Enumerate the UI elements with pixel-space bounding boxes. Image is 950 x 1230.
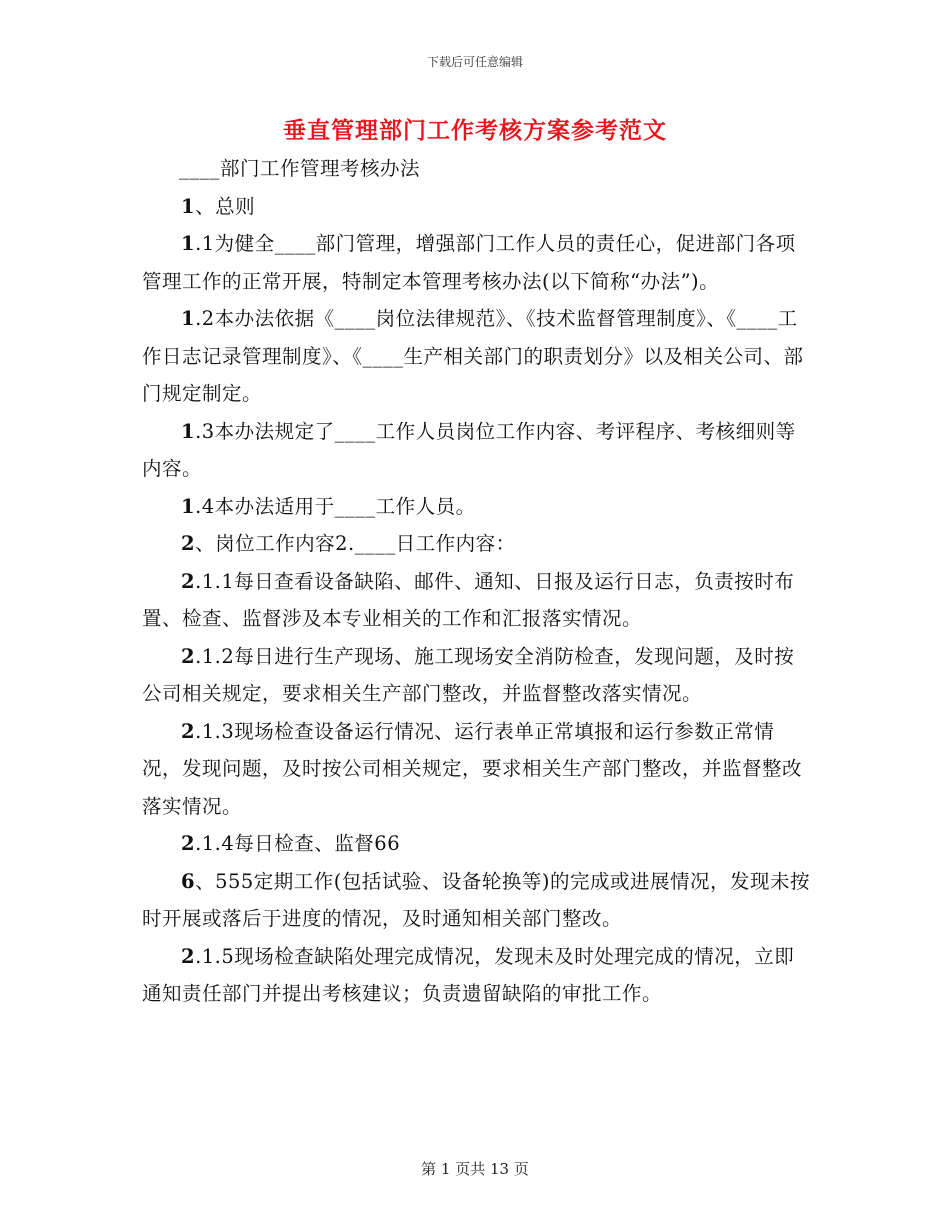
section-number: 2 [181,644,196,668]
paragraph [142,188,814,226]
paragraph [142,638,814,713]
section-number: 2 [181,832,196,855]
paragraph [142,300,814,413]
paragraph-text: 、555定期工作(包括试验、设备轮换等)的完成或进展情况，发现未按时开展或落后于进度的情况，及时通知相关部门整改。 [142,869,811,930]
paragraph-text: .1.5现场检查缺陷处理完成情况，发现未及时处理完成的情况，立即通知责任部门并提出考核建议；负责遗留缺陷的审批工作。 [142,944,795,1005]
paragraph [142,225,814,300]
paragraph-text: 、总则 [195,194,256,218]
paragraph-text: 、岗位工作内容2.____日工作内容： [195,532,516,555]
paragraph-text: .3本办法规定了____工作人员岗位工作内容、考评程序、考核细则等内容。 [142,419,796,480]
paragraph [142,713,814,826]
section-number: 1 [181,307,196,330]
page-header-note: 下载后可任意编辑 [426,55,523,69]
paragraph-text: .1.1每日查看设备缺陷、邮件、通知、日报及运行日志，负责按时布置、检查、监督涉及本专业相关的工作和汇报落实情况。 [142,569,795,630]
paragraph [142,938,814,1013]
paragraph-text: ____部门工作管理考核办法 [179,157,421,180]
page-number-footer: 第 1 页共 13 页 [421,1160,529,1178]
paragraph [142,150,814,188]
paragraph [142,413,814,488]
document-title: 垂直管理部门工作考核方案参考范文 [283,117,667,144]
paragraph-text: .4本办法适用于____工作人员。 [195,494,476,518]
section-number: 2 [181,944,196,968]
paragraph [142,825,814,863]
paragraph-text: .1为健全____部门管理，增强部门工作人员的责任心，促进部门各项管理工作的正常开展，特制定本管理考核办法(以下简称“办法”)。 [142,232,796,293]
paragraph-text: .1.2每日进行生产现场、施工现场安全消防检查，发现问题，及时按公司相关规定，要求相关生产部门整改，并监督整改落实情况。 [142,644,795,705]
paragraph [142,525,814,563]
section-number: 2 [181,569,196,593]
section-number: 1 [181,494,196,518]
paragraph-text: .2本办法依据《____岗位法律规范》、《技术监督管理制度》、《____工作日志记录管理制度》、《____生产相关部门的职责划分》以及相关公司、部门规定制定。 [142,307,804,405]
paragraph-text: .1.4每日检查、监督66 [195,832,401,855]
section-number: 1 [181,419,196,443]
section-number: 1 [181,194,196,218]
section-number: 6 [181,869,196,893]
paragraph [142,863,814,938]
document-body [142,150,814,1013]
section-number: 2 [181,719,196,743]
section-number: 2 [181,532,196,555]
paragraph [142,488,814,526]
paragraph-text: .1.3现场检查设备运行情况、运行表单正常填报和运行参数正常情况，发现问题，及时按公司相关规定，要求相关生产部门整改，并监督整改落实情况。 [142,719,803,818]
paragraph [142,563,814,638]
section-number: 1 [181,232,196,255]
